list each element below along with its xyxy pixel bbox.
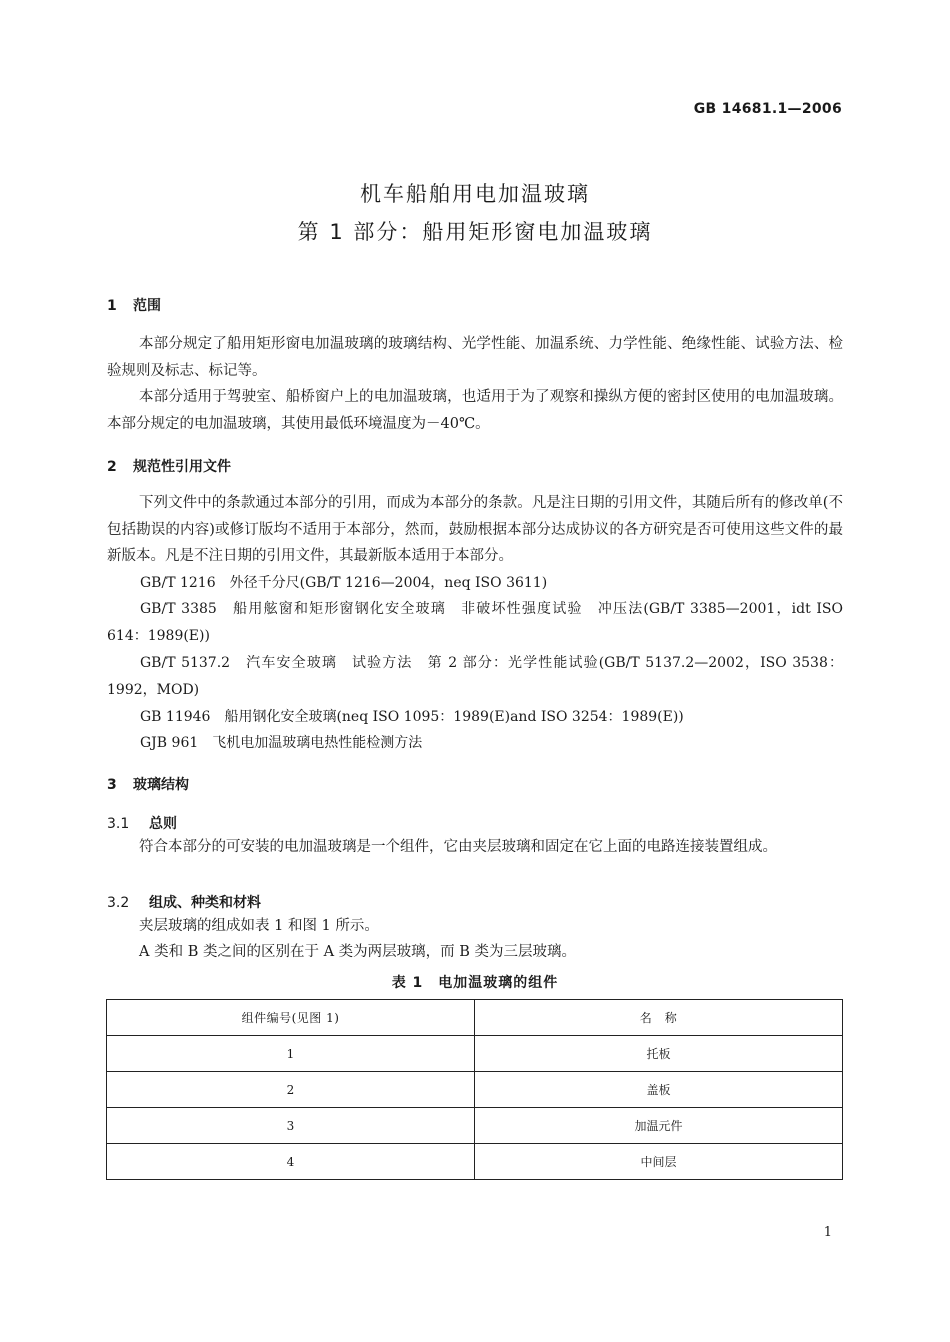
cell-component-name: 加温元件 bbox=[475, 1108, 843, 1144]
section-number: 3 bbox=[107, 777, 117, 793]
table-header-row bbox=[107, 1000, 843, 1036]
reference-item: GB/T 3385 船用舷窗和矩形窗钢化安全玻璃 非破坏性强度试验 冲压法(GB/T 3385—2001，idt ISO 614：1989(E)) bbox=[107, 601, 843, 644]
cell-component-name: 盖板 bbox=[475, 1072, 843, 1108]
column-header-component-no: 组件编号(见图 1) bbox=[107, 1000, 475, 1036]
section-1-paragraph-2: 本部分适用于驾驶室、船桥窗户上的电加温玻璃，也适用于为了观察和操纵方便的密封区使用的电加温玻璃。本部分规定的电加温玻璃，其使用最低环境温度为－40℃。 bbox=[107, 389, 843, 432]
table-row bbox=[107, 1108, 843, 1144]
cell-component-no: 1 bbox=[107, 1036, 475, 1072]
cell-component-name: 托板 bbox=[475, 1036, 843, 1072]
section-3-2-paragraph-1: 夹层玻璃的组成如表 1 和图 1 所示。 bbox=[139, 918, 379, 934]
reference-item: GB 11946 船用钢化安全玻璃(neq ISO 1095：1989(E)and ISO 3254：1989(E)) bbox=[140, 709, 684, 725]
section-2-heading bbox=[107, 456, 231, 476]
reference-item: GB/T 1216 外径千分尺(GB/T 1216—2004，neq ISO 3611) bbox=[140, 575, 548, 591]
section-3-1-heading bbox=[107, 813, 177, 833]
section-1-paragraph-1: 本部分规定了船用矩形窗电加温玻璃的玻璃结构、光学性能、加温系统、力学性能、绝缘性能、试验方法、检验规则及标志、标记等。 bbox=[107, 336, 843, 379]
cell-component-no: 3 bbox=[107, 1108, 475, 1144]
subsection-title: 总则 bbox=[149, 816, 177, 832]
document-title-line1: 机车船舶用电加温玻璃 bbox=[360, 182, 590, 206]
section-1-heading bbox=[107, 295, 161, 315]
section-2-paragraph-1: 下列文件中的条款通过本部分的引用，而成为本部分的条款。凡是注日期的引用文件，其随后所有的修改单(不包括勘误的内容)或修订版均不适用于本部分，然而，鼓励根据本部分达成协议的各方研究是否可使用这些文件的最新版本。凡是不注日期的引用文件，其最新版本适用于本部分。 bbox=[107, 495, 843, 564]
section-title: 范围 bbox=[133, 298, 161, 314]
reference-item: GJB 961 飞机电加温玻璃电热性能检测方法 bbox=[140, 735, 423, 751]
section-3-2-paragraph-2: A 类和 B 类之间的区别在于 A 类为两层玻璃，而 B 类为三层玻璃。 bbox=[139, 944, 577, 960]
page-number: 1 bbox=[823, 1225, 832, 1240]
cell-component-no: 4 bbox=[107, 1144, 475, 1180]
cell-component-no: 2 bbox=[107, 1072, 475, 1108]
column-header-name: 名 称 bbox=[475, 1000, 843, 1036]
section-number: 2 bbox=[107, 459, 117, 475]
table-caption: 表 1 电加温玻璃的组件 bbox=[391, 975, 559, 991]
section-3-1-paragraph: 符合本部分的可安装的电加温玻璃是一个组件，它由夹层玻璃和固定在它上面的电路连接装置组成。 bbox=[139, 839, 777, 855]
table-row bbox=[107, 1036, 843, 1072]
section-3-2-heading bbox=[107, 892, 261, 912]
section-3-heading bbox=[107, 774, 189, 794]
section-number: 1 bbox=[107, 298, 117, 314]
reference-item: GB/T 5137.2 汽车安全玻璃 试验方法 第 2 部分：光学性能试验(GB/T 5137.2—2002，ISO 3538：1992，MOD) bbox=[107, 655, 843, 698]
table-row bbox=[107, 1144, 843, 1180]
subsection-title: 组成、种类和材料 bbox=[149, 895, 261, 911]
section-title: 玻璃结构 bbox=[133, 777, 189, 793]
subsection-number: 3.2 bbox=[107, 895, 130, 911]
document-title-line2: 第 1 部分：船用矩形窗电加温玻璃 bbox=[297, 220, 653, 244]
standard-number: GB 14681.1—2006 bbox=[693, 101, 842, 117]
components-table bbox=[106, 999, 843, 1180]
table-row bbox=[107, 1072, 843, 1108]
section-title: 规范性引用文件 bbox=[133, 459, 231, 475]
subsection-number: 3.1 bbox=[107, 816, 130, 832]
cell-component-name: 中间层 bbox=[475, 1144, 843, 1180]
